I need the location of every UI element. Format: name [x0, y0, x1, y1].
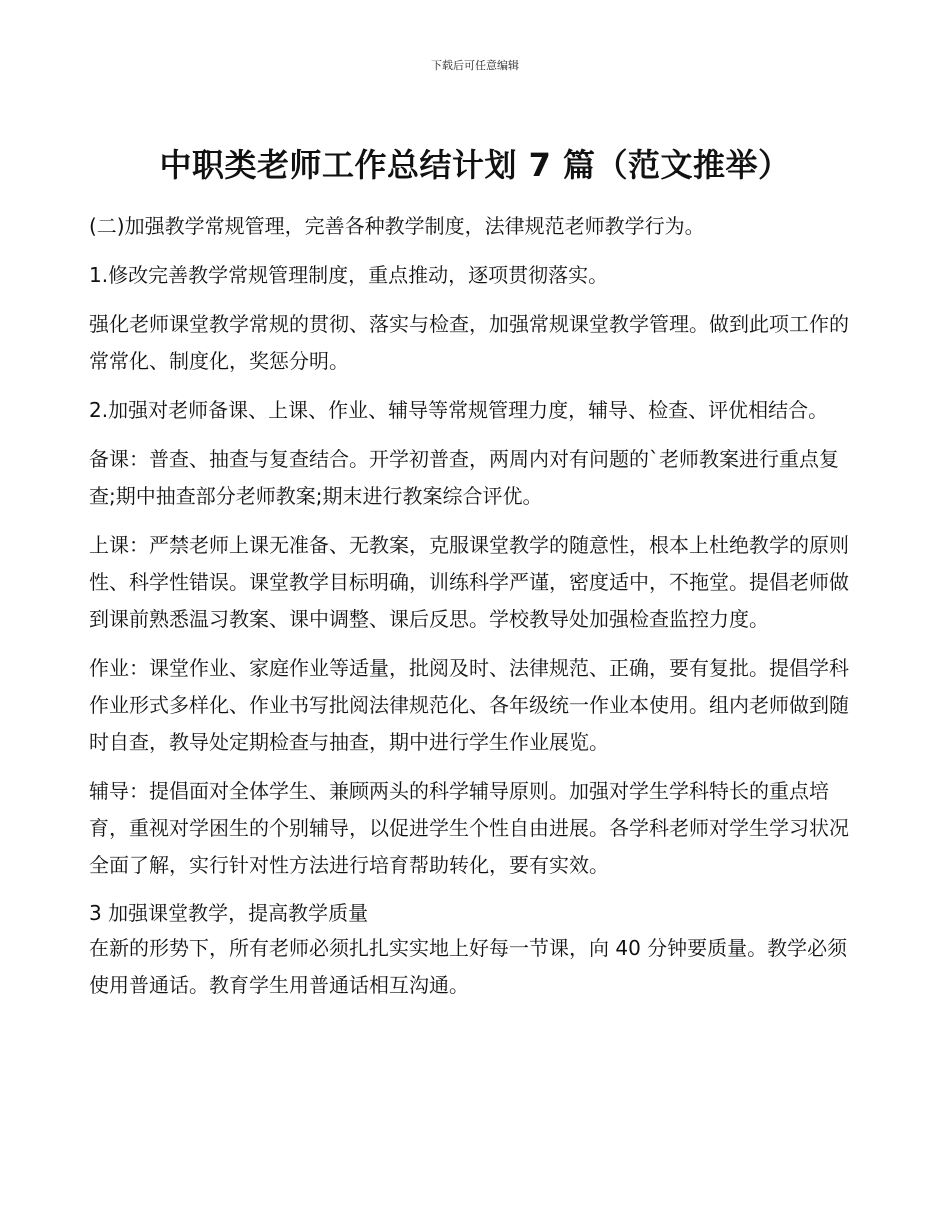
paragraph-quality: 在新的形势下，所有老师必须扎扎实实地上好每一节课，向 40 分钟要质量。教学必须使用普通话。教育学生用普通话相互沟通。	[89, 936, 848, 997]
header-note: 下载后可任意编辑	[431, 59, 519, 72]
paragraph-homework: 作业：课堂作业、家庭作业等适量，批阅及时、法律规范、正确，要有复批。提倡学科作业形式多样化、作业书写批阅法律规范化、各年级统一作业本使用。组内老师做到随时自查，教导处定期检查与抽查，期中进行学生作业展览。	[89, 656, 849, 754]
paragraph-teaching: 上课：严禁老师上课无准备、无教案，克服课堂教学的随意性，根本上杜绝教学的原则性、科学性错误。课堂教学目标明确，训练科学严谨，密度适中，不拖堂。提倡老师做到课前熟悉温习教案、课中调整、课后反思。学校教导处加强检查监控力度。	[89, 533, 849, 631]
document-title: 中职类老师工作总结计划 7 篇（范文推举）	[159, 146, 791, 184]
paragraph-item-3-heading: 3 加强课堂教学，提高教学质量	[89, 901, 369, 925]
paragraph-section-2: (二)加强教学常规管理，完善各种教学制度，法律规范老师教学行为。	[89, 214, 705, 238]
paragraph-classroom-routine: 强化老师课堂教学常规的贯彻、落实与检查，加强常规课堂教学管理。做到此项工作的常常化、制度化，奖惩分明。	[89, 312, 849, 373]
paragraph-lesson-prep: 备课：普查、抽查与复查结合。开学初普查，两周内对有问题的`老师教案进行重点复查;期中抽查部分老师教案;期末进行教案综合评优。	[89, 447, 839, 508]
paragraph-tutoring: 辅导：提倡面对全体学生、兼顾两头的科学辅导原则。加强对学生学科特长的重点培育，重视对学困生的个别辅导，以促进学生个性自由进展。各学科老师对学生学习状况全面了解，实行针对性方法进行培育帮助转化，要有实效。	[89, 779, 849, 877]
document-body	[89, 208, 865, 1016]
paragraph-item-2: 2.加强对老师备课、上课、作业、辅导等常规管理力度，辅导、检查、评优相结合。	[89, 398, 829, 422]
paragraph-item-1: 1.修改完善教学常规管理制度，重点推动，逐项贯彻落实。	[89, 263, 609, 287]
